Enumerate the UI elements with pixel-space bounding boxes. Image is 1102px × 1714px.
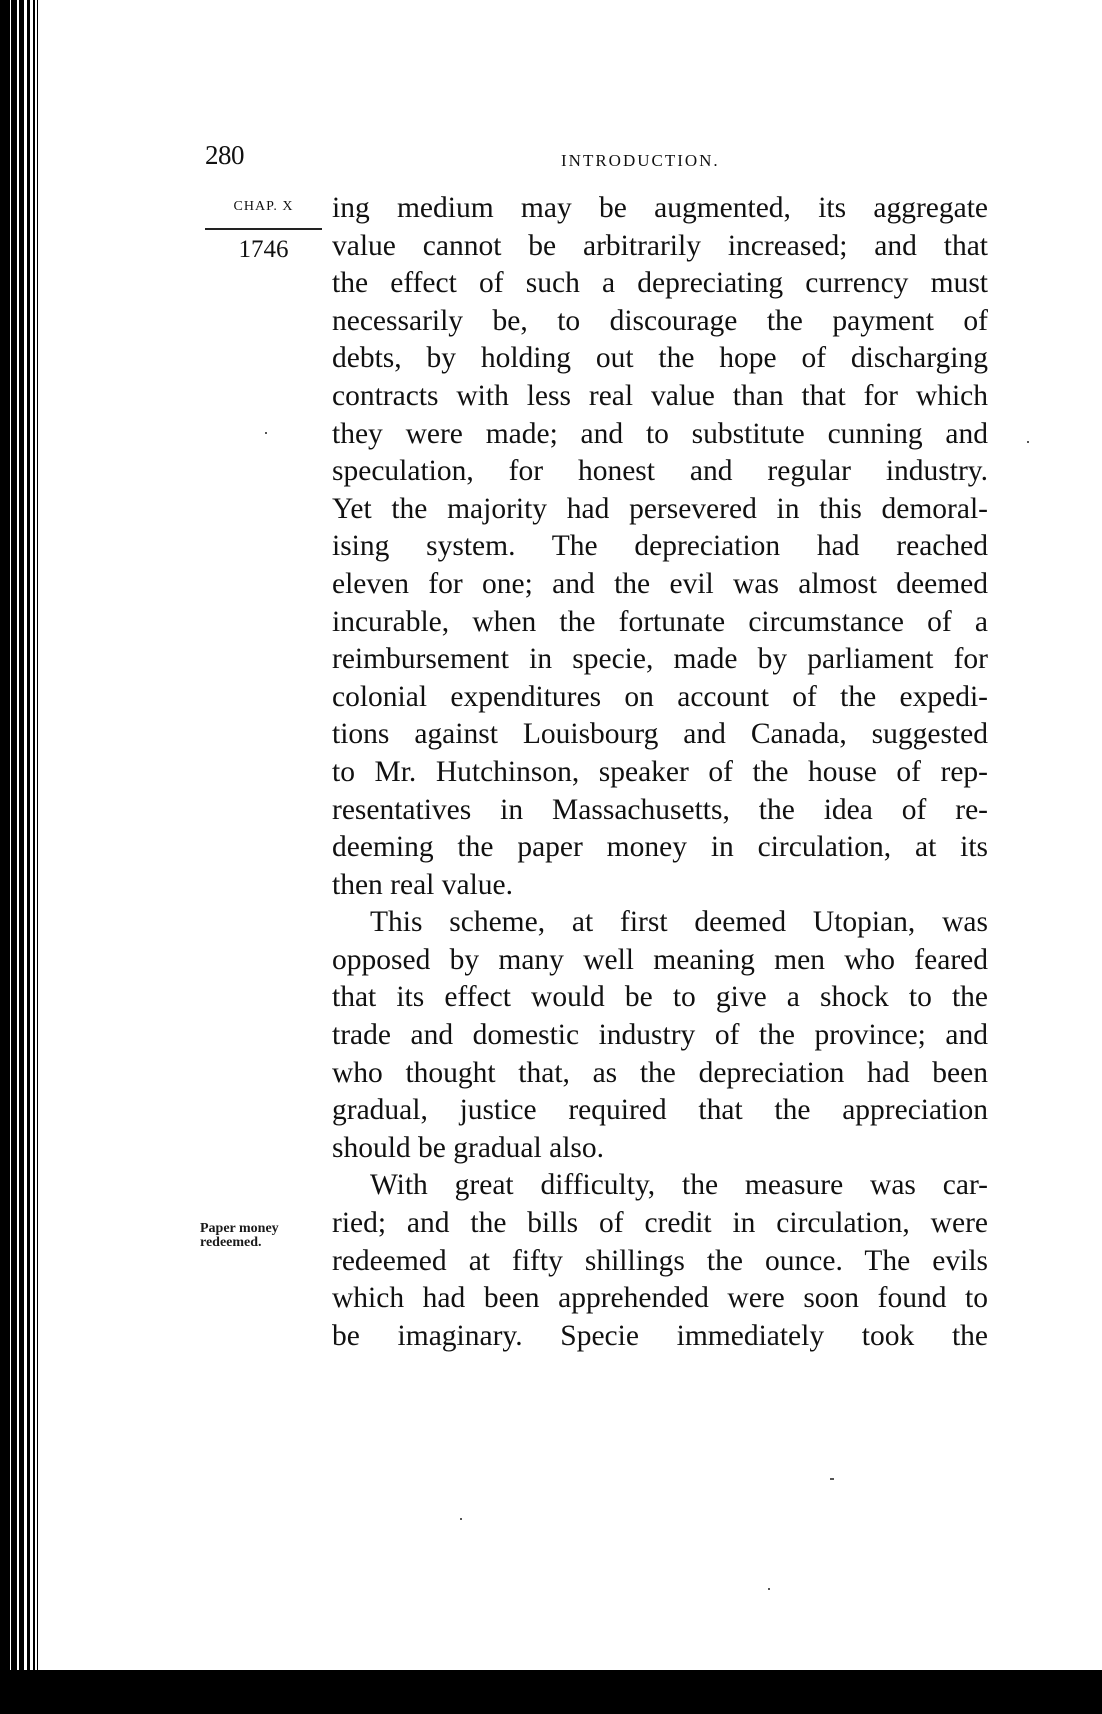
text-line: value cannot be arbitrarily increased; and that — [332, 229, 988, 262]
paragraph — [332, 190, 988, 904]
margin-sidenote-line: Paper money — [200, 1221, 279, 1236]
scan-bottom-edge — [0, 1670, 1102, 1714]
text-line: to Mr. Hutchinson, speaker of the house of rep- — [332, 755, 988, 788]
text-line: which had been apprehended were soon found to — [332, 1282, 988, 1315]
text-line: redeemed at fifty shillings the ounce. The evils — [332, 1244, 988, 1277]
text-line: tions against Louisbourg and Canada, suggested — [332, 718, 988, 751]
text-line: incurable, when the fortunate circumstance of a — [332, 605, 988, 638]
text-line: necessarily be, to discourage the payment of — [332, 304, 988, 337]
text-line: that its effect would be to give a shock to the — [332, 981, 988, 1014]
text-line: speculation, for honest and regular industry. — [332, 455, 988, 488]
text-line: then real value. — [332, 868, 514, 901]
body-text — [332, 190, 988, 1355]
margin-year: 1746 — [238, 236, 289, 263]
text-line: be imaginary. Specie immediately took the — [332, 1319, 988, 1352]
text-line: they were made; and to substitute cunning and — [332, 417, 988, 450]
text-line: debts, by holding out the hope of discharging — [332, 342, 988, 375]
text-line: resentatives in Massachusetts, the idea of re- — [332, 793, 988, 826]
text-line: ising system. The depreciation had reached — [332, 530, 988, 563]
text-line: opposed by many well meaning men who feared — [332, 943, 988, 976]
paragraph — [332, 1167, 988, 1355]
paragraph — [332, 904, 988, 1167]
text-line: contracts with less real value than that for which — [332, 379, 988, 412]
margin-sidenote-line: redeemed. — [200, 1235, 262, 1250]
text-line: trade and domestic industry of the province; and — [332, 1019, 988, 1052]
margin-sidenote — [200, 1222, 310, 1250]
text-line: reimbursement in specie, made by parliament for — [332, 643, 988, 676]
book-binding-shadow — [0, 0, 10, 1714]
scan-speck — [768, 1588, 770, 1590]
text-line: should be gradual also. — [332, 1131, 604, 1164]
page-number: 280 — [205, 140, 244, 170]
scan-speck — [265, 432, 267, 434]
text-line: This scheme, at first deemed Utopian, was — [370, 906, 988, 939]
text-line: gradual, justice required that the appreciation — [332, 1094, 988, 1127]
margin-rule — [205, 228, 322, 230]
text-line: colonial expenditures on account of the expedi- — [332, 680, 988, 713]
text-line: With great difficulty, the measure was car- — [370, 1169, 988, 1202]
text-line: who thought that, as the depreciation had been — [332, 1056, 988, 1089]
scan-speck — [460, 1518, 462, 1520]
text-line: Yet the majority had persevered in this demoral- — [332, 492, 988, 525]
scan-speck — [1027, 441, 1029, 443]
text-line: eleven for one; and the evil was almost deemed — [332, 567, 988, 600]
running-head: INTRODUCTION. — [561, 151, 720, 170]
text-line: the effect of such a depreciating currency must — [332, 267, 988, 300]
text-line: ried; and the bills of credit in circulation, were — [332, 1207, 988, 1240]
text-line: deeming the paper money in circulation, at its — [332, 831, 988, 864]
text-line: ing medium may be augmented, its aggregate — [332, 192, 988, 224]
margin-chapter-label: CHAP. X — [233, 199, 294, 214]
scan-speck — [830, 1478, 834, 1480]
